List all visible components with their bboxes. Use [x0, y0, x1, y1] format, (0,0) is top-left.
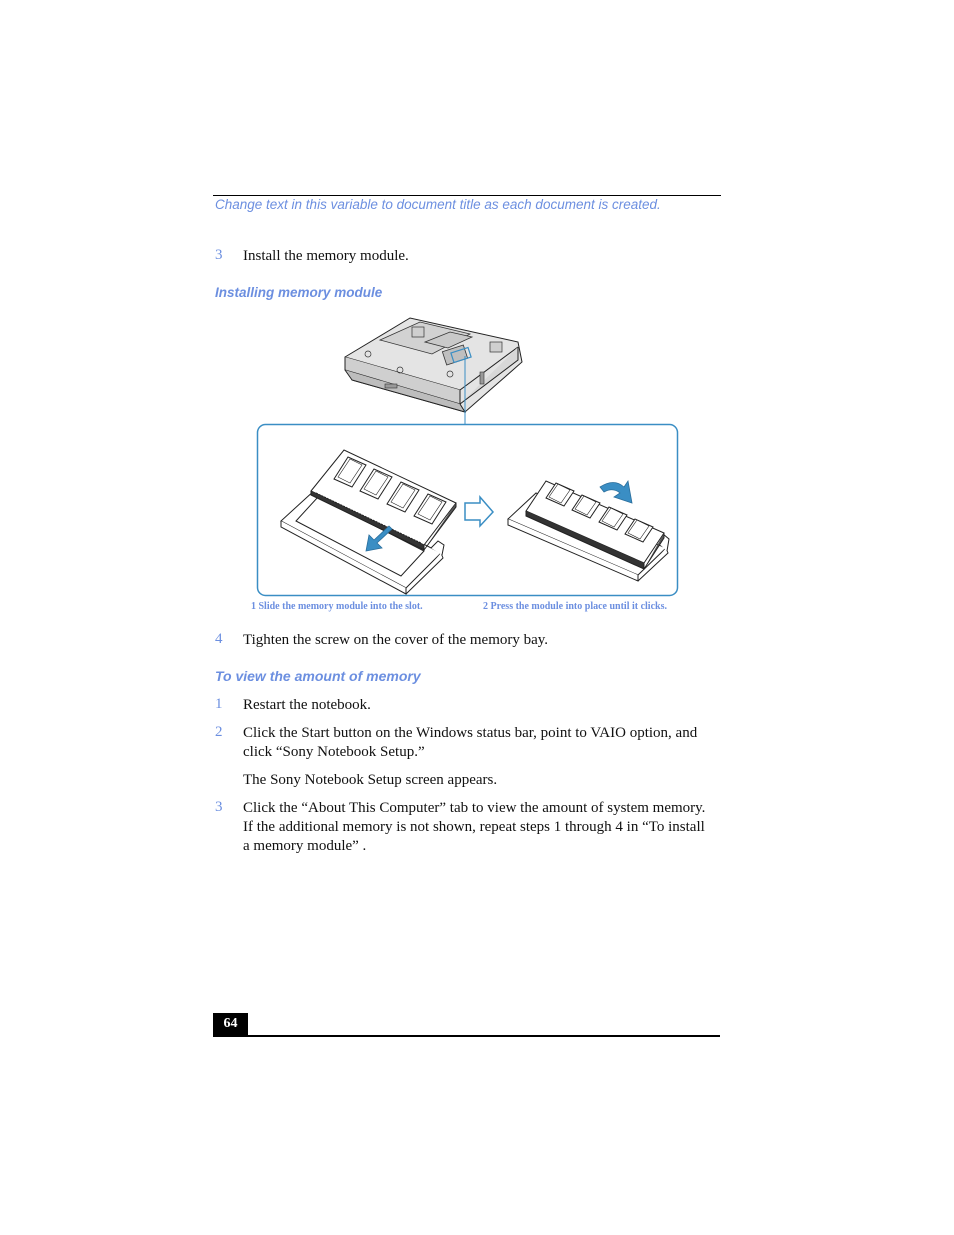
step-text: Tighten the screw on the cover of the memory bay.	[243, 632, 549, 648]
step-text-line: click “Sony Notebook Setup.”	[243, 744, 425, 760]
step-number: 1	[215, 696, 223, 712]
page-number: 64	[213, 1013, 248, 1037]
step-number: 2	[215, 724, 223, 740]
memory-install-detail	[256, 423, 680, 598]
step-text-line: Click the Start button on the Windows status bar, point to VAIO option, and	[243, 725, 698, 741]
step-text: Restart the notebook.	[243, 697, 371, 713]
figure-caption-1: 1 Slide the memory module into the slot.	[251, 601, 423, 612]
step-number: 3	[215, 247, 223, 263]
step-text-line: Click the “About This Computer” tab to view the amount of system memory.	[243, 800, 706, 816]
step-text-line: If the additional memory is not shown, repeat steps 1 through 4 in “To install	[243, 819, 705, 835]
footer-rule	[213, 1035, 720, 1037]
figure-title: Installing memory module	[215, 285, 383, 300]
step-text: Install the memory module.	[243, 248, 409, 264]
header-rule	[213, 195, 721, 196]
figure-caption-2: 2 Press the module into place until it clicks.	[483, 601, 667, 612]
laptop-underside-illustration	[340, 312, 530, 427]
step-number: 4	[215, 631, 223, 647]
step-text-line: a memory module” .	[243, 838, 367, 854]
step-note: The Sony Notebook Setup screen appears.	[243, 772, 498, 788]
running-title: Change text in this variable to document title as each document is created.	[215, 197, 661, 212]
section-heading: To view the amount of memory	[215, 668, 421, 684]
step-number: 3	[215, 799, 223, 815]
